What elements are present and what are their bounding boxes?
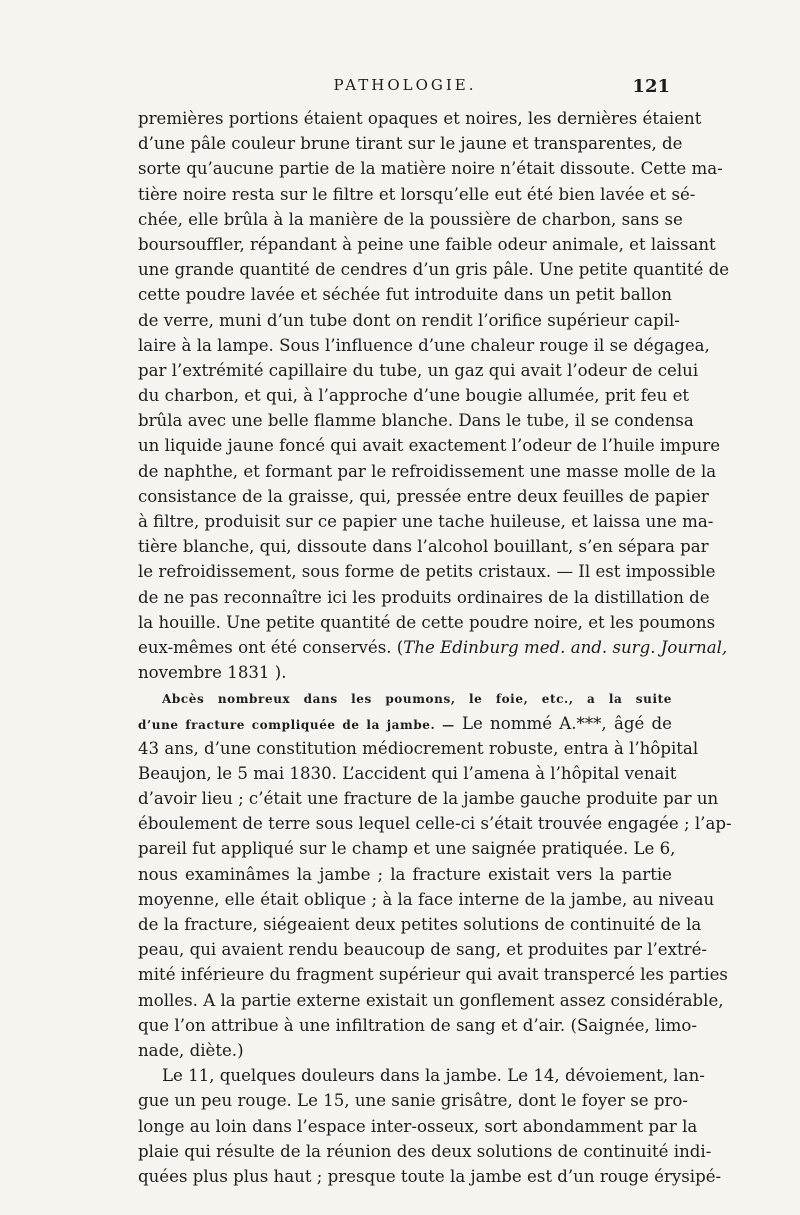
text-line: novembre 1831 ). <box>138 663 287 683</box>
running-title: PATHOLOGIE. <box>333 76 477 94</box>
section-heading-line <box>138 711 672 736</box>
text-line: Beaujon, le 5 mai 1830. L’accident qui l’amena à l’hôpital venait <box>138 763 677 783</box>
text-line: de verre, muni d’un tube dont on rendit l’orifice supérieur capil- <box>138 310 680 330</box>
text-line: boursouffler, répandant à peine une faible odeur animale, et laissant <box>138 234 716 254</box>
text-body <box>138 106 732 1189</box>
text-line: laire à la lampe. Sous l’influence d’une chaleur rouge il se dégagea, <box>138 335 710 355</box>
text-line-citation <box>138 635 728 660</box>
section-heading-cont: d’une fracture compliquée de la jambe. — <box>138 717 455 732</box>
page-number: 121 <box>632 76 670 97</box>
text-line: moyenne, elle était oblique ; à la face interne de la jambe, au niveau <box>138 889 715 909</box>
journal-title: The Edinburg med. and. surg. Journal, <box>403 637 728 657</box>
text-line: tière blanche, qui, dissoute dans l’alcohol bouillant, s’en sépara par <box>138 537 709 557</box>
text-line: d’une pâle couleur brune tirant sur le jaune et transparentes, de <box>138 134 683 154</box>
text-line: de ne pas reconnaître ici les produits ordinaires de la distillation de <box>138 587 710 607</box>
text-line: 43 ans, d’une constitution médiocrement robuste, entra à l’hôpital <box>138 738 699 758</box>
paragraph-2 <box>138 685 732 1063</box>
text-line: gue un peu rouge. Le 15, une sanie grisâtre, dont le foyer se pro- <box>138 1091 688 1111</box>
text-line: peau, qui avaient rendu beaucoup de sang, et produites par l’extré- <box>138 940 707 960</box>
section-heading-line <box>138 685 672 710</box>
section-heading: Abcès nombreux dans les poumons, le foie, etc., a la suite <box>162 692 672 707</box>
text-line: à filtre, produisit sur ce papier une tache huileuse, et laissa une ma- <box>138 512 714 531</box>
text-line: longe au loin dans l’espace inter-osseux, sort abondamment par la <box>138 1116 698 1136</box>
text-line: premières portions étaient opaques et noires, les dernières étaient <box>138 109 702 128</box>
paragraph-3 <box>138 1063 722 1189</box>
citation-lead: eux-mêmes ont été conservés. ( <box>138 637 404 657</box>
text-line: molles. A la partie externe existait un gonflement assez considérable, <box>138 990 724 1010</box>
paragraph-1 <box>138 106 730 685</box>
text-line: plaie qui résulte de la réunion des deux solutions de continuité indi- <box>138 1141 712 1161</box>
text-line: un liquide jaune foncé qui avait exactement l’odeur de l’huile impure <box>138 436 721 456</box>
text-line: la houille. Une petite quantité de cette poudre noire, et les poumons <box>138 612 716 632</box>
text-line: du charbon, et qui, à l’approche d’une bougie allumée, prit feu et <box>138 386 690 406</box>
page-header <box>140 76 670 104</box>
text-line: brûla avec une belle flamme blanche. Dans le tube, il se condensa <box>138 411 694 431</box>
text-line: pareil fut appliqué sur le champ et une saignée pratiquée. Le 6, <box>138 839 676 859</box>
text-line: de naphthe, et formant par le refroidissement une masse molle de la <box>138 461 717 481</box>
text-line: nous examinâmes la jambe ; la fracture existait vers la partie <box>138 864 672 884</box>
text-line: par l’extrémité capillaire du tube, un gaz qui avait l’odeur de celui <box>138 360 699 380</box>
text-line: sorte qu’aucune partie de la matière noire n’était dissoute. Cette ma- <box>138 159 723 179</box>
text-line: une grande quantité de cendres d’un gris pâle. Une petite quantité de <box>138 260 730 280</box>
heading-line-rest: Le nommé A.***, âgé de <box>454 713 672 733</box>
text-line: que l’on attribue à une infiltration de sang et d’air. (Saignée, limo- <box>138 1015 697 1035</box>
text-line: mité inférieure du fragment supérieur qui avait transpercé les parties <box>138 965 728 985</box>
text-line: quées plus plus haut ; presque toute la jambe est d’un rouge érysipé- <box>138 1166 722 1186</box>
text-line: Le 11, quelques douleurs dans la jambe. Le 14, dévoiement, lan- <box>162 1066 705 1086</box>
text-line: chée, elle brûla à la manière de la poussière de charbon, sans se <box>138 209 683 229</box>
text-line: consistance de la graisse, qui, pressée entre deux feuilles de papier <box>138 486 709 506</box>
text-line: éboulement de terre sous lequel celle-ci s’était trouvée engagée ; l’ap- <box>138 814 732 834</box>
text-line: cette poudre lavée et séchée fut introduite dans un petit ballon <box>138 285 672 305</box>
text-line: nade, diète.) <box>138 1040 244 1060</box>
text-line: tière noire resta sur le filtre et lorsqu’elle eut été bien lavée et sé- <box>138 184 696 204</box>
text-line: d’avoir lieu ; c’était une fracture de la jambe gauche produite par un <box>138 789 719 809</box>
text-line: le refroidissement, sous forme de petits cristaux. — Il est impossible <box>138 562 716 582</box>
text-line: de la fracture, siégeaient deux petites solutions de continuité de la <box>138 915 702 934</box>
